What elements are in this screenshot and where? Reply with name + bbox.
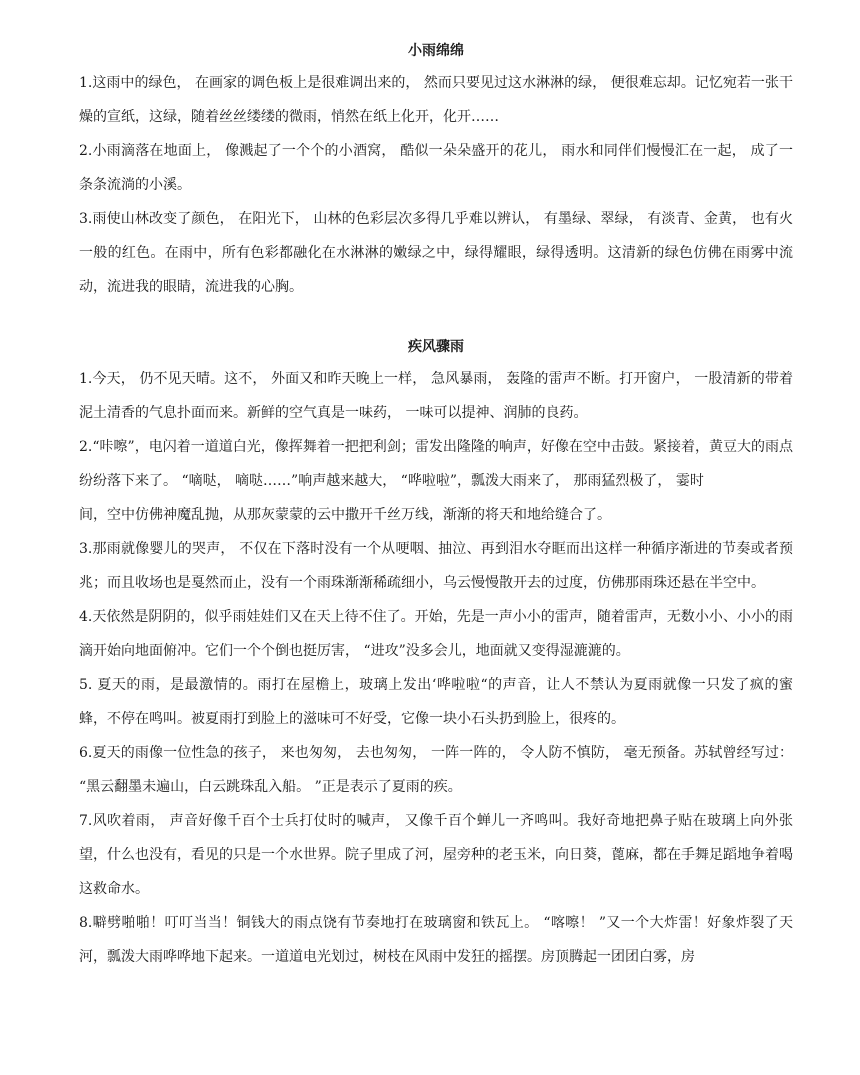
section-gap — [79, 304, 793, 332]
paragraph: 1.今天， 仍不见天晴。这不， 外面又和昨天晚上一样， 急风暴雨， 轰隆的雷声不断。打开窗户， 一股清新的带着泥土清香的气息扑面而来。新鲜的空气真是一味药， 一味可以提神、润肺的良药。 — [79, 371, 793, 421]
paragraph: 4.天依然是阴阴的，似乎雨娃娃们又在天上待不住了。开始，先是一声小小的雷声，随着雷声，无数小小、小小的雨滴开始向地面俯冲。它们一个个倒也挺厉害， “进攻”没多会儿，地面就又变得湿漉漉的。 — [79, 609, 793, 659]
paragraph: 7.风吹着雨， 声音好像千百个士兵打仗时的喊声， 又像千百个蝉儿一齐鸣叫。我好奇地把鼻子贴在玻璃上向外张望，什么也没有，看见的只是一个水世界。院子里成了河，屋旁种的老玉米，向日葵，蓖麻，都在手舞足蹈地争着喝这救命水。 — [79, 813, 793, 897]
paragraph: 6.夏天的雨像一位性急的孩子， 来也匆匆， 去也匆匆， 一阵一阵的， 令人防不慎防， 毫无预备。苏轼曾经写过： “黑云翻墨未遍山，白云跳珠乱入船。 ”正是表示了夏雨的疾。 — [79, 745, 793, 795]
section-title-storm: 疾风骤雨 — [408, 339, 464, 355]
paragraph: 5. 夏天的雨，是最激情的。雨打在屋檐上，玻璃上发出‘哗啦啦“的声音，让人不禁认为夏雨就像一只发了疯的蜜蜂，不停在鸣叫。被夏雨打到脸上的滋味可不好受，它像一块小石头扔到脸上，很疼的。 — [79, 677, 793, 727]
paragraph: 2.小雨滴落在地面上， 像溅起了一个个的小酒窝， 酷似一朵朵盛开的花儿， 雨水和同伴们慢慢汇在一起， 成了一条条流淌的小溪。 — [79, 143, 793, 193]
paragraph: 8.噼劈啪啪！叮叮当当！铜钱大的雨点饶有节奏地打在玻璃窗和铁瓦上。 “喀嚓！ ”又一个大炸雷！好象炸裂了天河，瓢泼大雨哗哗地下起来。一道道电光划过，树枝在风雨中发狂的摇摆。房顶腾起一团团白雾，房 — [79, 915, 793, 965]
document-page — [79, 36, 793, 974]
section-title-light-rain: 小雨绵绵 — [408, 43, 464, 59]
paragraph: 1.这雨中的绿色， 在画家的调色板上是很难调出来的， 然而只要见过这水淋淋的绿， 便很难忘却。记忆宛若一张干燥的宣纸，这绿，随着丝丝缕缕的微雨，悄然在纸上化开，化开…… — [79, 75, 793, 125]
paragraph: 间，空中仿佛神魔乱抛，从那灰蒙蒙的云中撒开千丝万线，渐渐的将天和地给缝合了。 — [79, 507, 611, 523]
paragraph: 2.“咔嚓”，电闪着一道道白光，像挥舞着一把把利剑；雷发出隆隆的响声，好像在空中击鼓。紧接着，黄豆大的雨点纷纷落下来了。 “嘀哒， 嘀哒……”响声越来越大， “哗啦啦”，瓢泼大雨来了， 那雨猛烈极了， 霎时 — [79, 439, 793, 489]
paragraph: 3.雨使山林改变了颜色， 在阳光下， 山林的色彩层次多得几乎难以辨认， 有墨绿、翠绿， 有淡青、金黄， 也有火一般的红色。在雨中，所有色彩都融化在水淋淋的嫩绿之中，绿得耀眼，绿得透明。这清新的绿色仿佛在雨雾中流动，流进我的眼睛，流进我的心胸。 — [79, 211, 793, 295]
paragraph: 3.那雨就像婴儿的哭声， 不仅在下落时没有一个从哽咽、抽泣、再到泪水夺眶而出这样一种循序渐进的节奏或者预兆；而且收场也是戛然而止，没有一个雨珠渐渐稀疏细小，乌云慢慢散开去的过度，仿佛那雨珠还悬在半空中。 — [79, 541, 793, 591]
